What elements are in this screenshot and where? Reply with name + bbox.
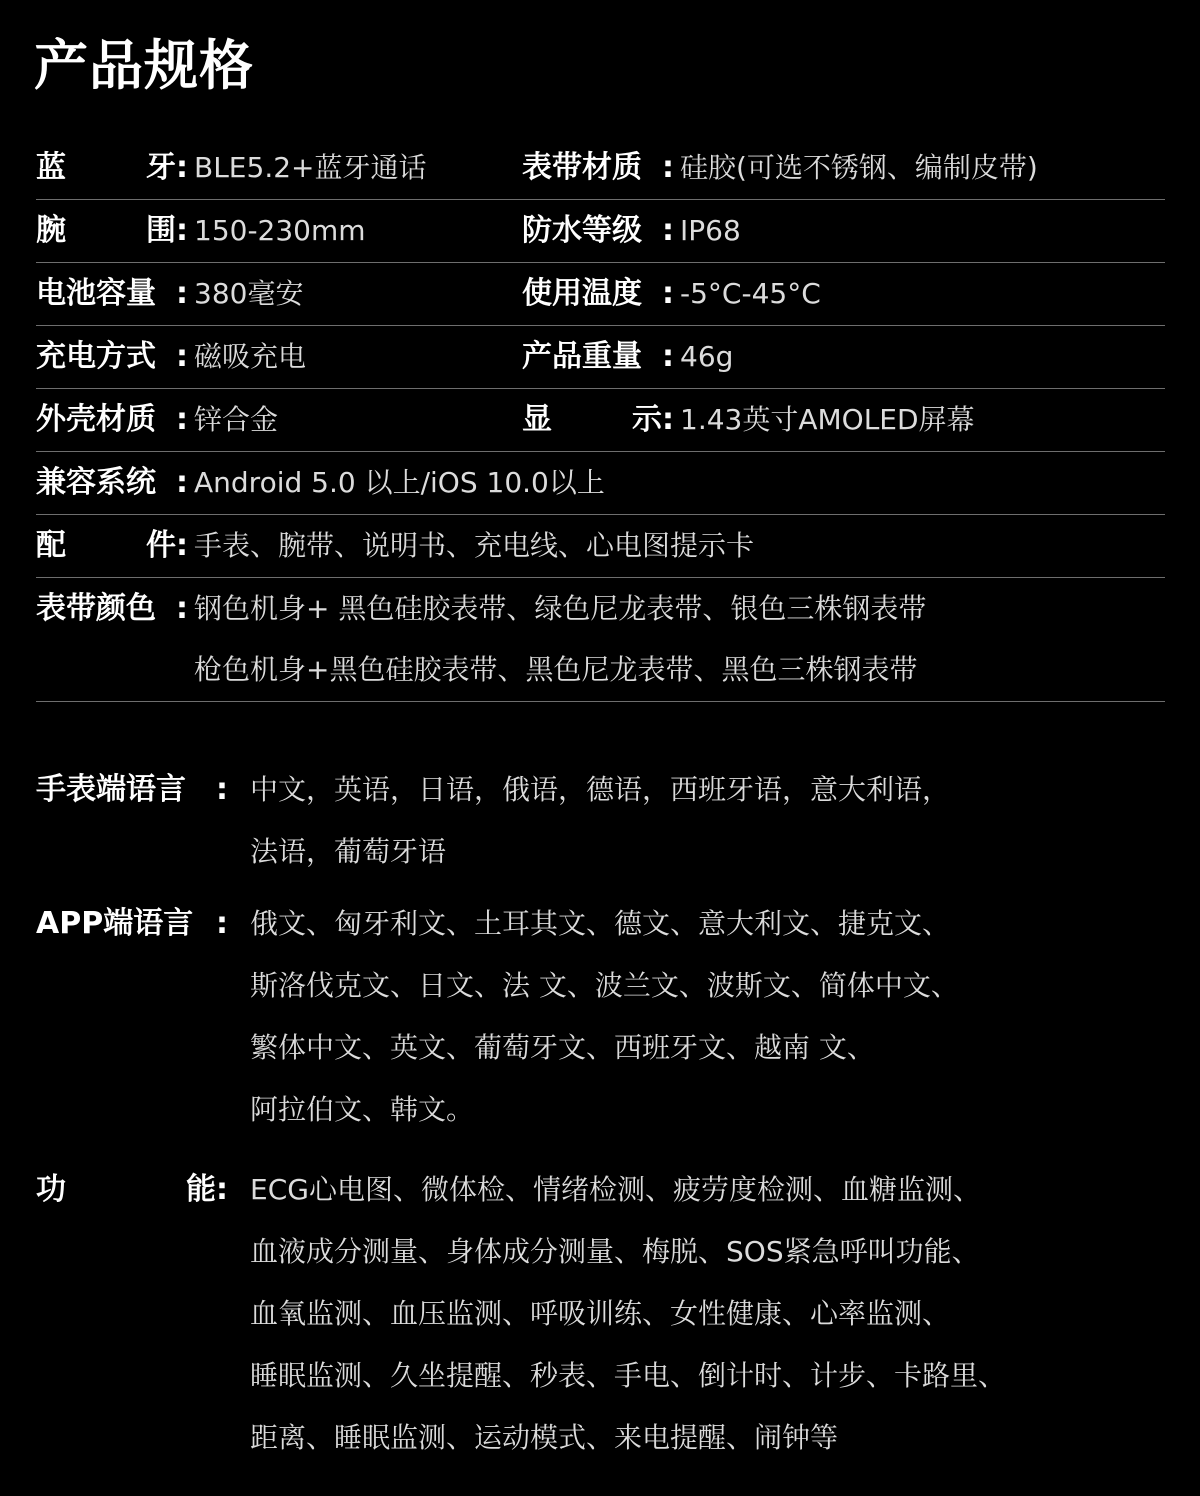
spec-value-wrist: 150-230mm bbox=[194, 214, 366, 247]
label-colon: : bbox=[176, 528, 188, 563]
label-colon: : bbox=[176, 150, 188, 185]
spec-label-charging: 充电方式 bbox=[36, 339, 156, 374]
spec-row-wrist bbox=[36, 200, 1165, 263]
spec-label-char: 示 bbox=[632, 402, 662, 437]
spec-label-temperature: 使用温度 bbox=[522, 276, 642, 311]
label-colon: : bbox=[662, 150, 674, 185]
spec-row-accessories bbox=[36, 515, 1165, 578]
label-colon: : bbox=[216, 1172, 228, 1207]
functions-label bbox=[36, 1159, 216, 1221]
label-colon: : bbox=[216, 772, 228, 807]
spec-label-waterproof: 防水等级 bbox=[522, 213, 642, 248]
functions-line: 距离、睡眠监测、运动模式、来电提醒、闹钟等 bbox=[250, 1421, 839, 1454]
app-languages-label: APP端语言 bbox=[36, 906, 194, 941]
label-colon: : bbox=[662, 213, 674, 248]
spec-label-strap-colors: 表带颜色 bbox=[36, 591, 156, 626]
app-languages-line: 繁体中文、英文、葡萄牙文、西班牙文、越南 文、 bbox=[250, 1031, 875, 1064]
spec-label-strap-material: 表带材质 bbox=[522, 150, 642, 185]
label-colon: : bbox=[176, 402, 188, 437]
spec-label-char: 牙 bbox=[146, 150, 176, 185]
spec-value-waterproof: IP68 bbox=[680, 214, 741, 247]
app-languages-line: 阿拉伯文、韩文。 bbox=[250, 1093, 475, 1126]
spec-value-display: 1.43英寸AMOLED屏幕 bbox=[680, 403, 975, 436]
spec-row-battery bbox=[36, 263, 1165, 326]
spec-value-strap-colors-line: 钢色机身+ 黑色硅胶表带、绿色尼龙表带、银色三株钢表带 bbox=[194, 592, 927, 625]
spec-value-strap-material: 硅胶(可选不锈钢、编制皮带) bbox=[680, 151, 1038, 184]
spec-label-char: 配 bbox=[36, 528, 66, 563]
spec-value-accessories: 手表、腕带、说明书、充电线、心电图提示卡 bbox=[194, 529, 755, 562]
spec-value-bluetooth: BLE5.2+蓝牙通话 bbox=[194, 151, 427, 184]
watch-languages-label: 手表端语言 bbox=[36, 772, 186, 807]
spec-label-accessories bbox=[36, 515, 176, 577]
page-title: 产品规格 bbox=[34, 34, 254, 97]
spec-value-weight: 46g bbox=[680, 340, 734, 373]
spec-row-compatibility bbox=[36, 452, 1165, 515]
functions-line: 血氧监测、血压监测、呼吸训练、女性健康、心率监测、 bbox=[250, 1297, 951, 1330]
label-colon: : bbox=[176, 591, 188, 626]
watch-languages-list bbox=[250, 759, 950, 883]
label-colon: : bbox=[176, 339, 188, 374]
spec-row-charging bbox=[36, 326, 1165, 389]
spec-value-compatibility: Android 5.0 以上/iOS 10.0以上 bbox=[194, 466, 605, 499]
label-colon: : bbox=[176, 465, 188, 500]
label-colon: : bbox=[662, 339, 674, 374]
functions-line: 血液成分测量、身体成分测量、梅脱、SOS紧急呼叫功能、 bbox=[250, 1235, 980, 1268]
functions-line: ECG心电图、微体检、情绪检测、疲劳度检测、血糖监测、 bbox=[250, 1173, 981, 1206]
spec-label-char: 腕 bbox=[36, 213, 66, 248]
functions-list bbox=[250, 1159, 1006, 1469]
spec-value-case-material: 锌合金 bbox=[194, 403, 279, 436]
spec-label-case-material: 外壳材质 bbox=[36, 402, 156, 437]
functions-label-char: 功 bbox=[36, 1172, 66, 1207]
spec-row-strap-colors bbox=[36, 578, 1165, 702]
spec-value-temperature: -5°C-45°C bbox=[680, 277, 821, 310]
app-languages-list bbox=[250, 893, 959, 1141]
app-languages-line: 俄文、匈牙利文、土耳其文、德文、意大利文、捷克文、 bbox=[250, 907, 951, 940]
label-colon: : bbox=[662, 402, 674, 437]
spec-value-charging: 磁吸充电 bbox=[194, 340, 307, 373]
spec-label-char: 围 bbox=[146, 213, 176, 248]
spec-label-weight: 产品重量 bbox=[522, 339, 642, 374]
spec-label-char: 蓝 bbox=[36, 150, 66, 185]
label-colon: : bbox=[176, 276, 188, 311]
spec-row-bluetooth bbox=[36, 137, 1165, 200]
watch-languages-line: 法语，葡萄牙语 bbox=[250, 835, 447, 868]
functions-line: 睡眠监测、久坐提醒、秒表、手电、倒计时、计步、卡路里、 bbox=[250, 1359, 1007, 1392]
spec-label-char: 显 bbox=[522, 402, 552, 437]
spec-label-bluetooth bbox=[36, 137, 176, 199]
label-colon: : bbox=[216, 906, 228, 941]
spec-label-compatibility: 兼容系统 bbox=[36, 465, 156, 500]
spec-row-case-material bbox=[36, 389, 1165, 452]
label-colon: : bbox=[176, 213, 188, 248]
label-colon: : bbox=[662, 276, 674, 311]
app-languages-line: 斯洛伐克文、日文、法 文、波兰文、波斯文、简体中文、 bbox=[250, 969, 959, 1002]
spec-value-battery: 380毫安 bbox=[194, 277, 304, 310]
spec-value-strap-colors-line: 枪色机身+黑色硅胶表带、黑色尼龙表带、黑色三株钢表带 bbox=[194, 653, 918, 686]
functions-label-char: 能 bbox=[186, 1172, 216, 1207]
watch-languages-line: 中文，英语，日语，俄语，德语，西班牙语，意大利语， bbox=[250, 773, 951, 806]
spec-label-display bbox=[522, 389, 662, 451]
spec-label-wrist bbox=[36, 200, 176, 262]
spec-table bbox=[36, 137, 1165, 702]
spec-label-battery: 电池容量 bbox=[36, 276, 156, 311]
spec-label-char: 件 bbox=[146, 528, 176, 563]
